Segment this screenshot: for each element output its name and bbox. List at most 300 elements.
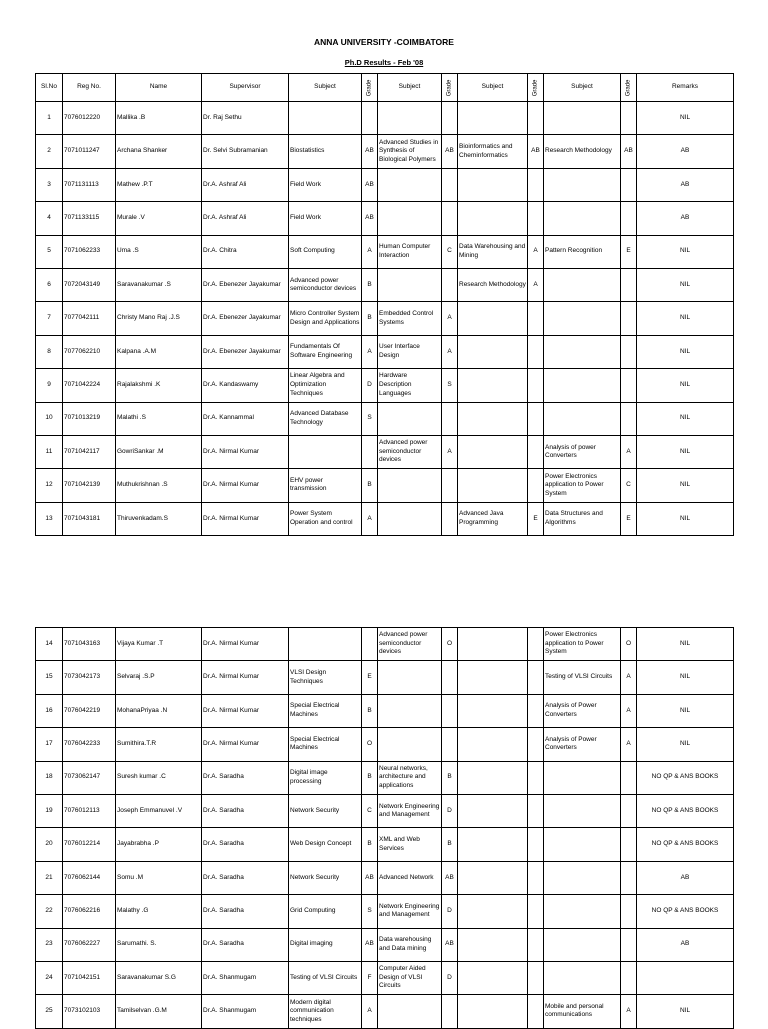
cell-sl-no: 19: [36, 794, 63, 827]
cell-reg-no: 7076062144: [63, 861, 116, 894]
cell-grade-2: D: [442, 895, 458, 928]
cell-subject-3: [458, 895, 528, 928]
cell-supervisor: Dr.A. Ashraf Ali: [202, 202, 289, 235]
cell-grade-3: [528, 761, 544, 794]
cell-grade-1: S: [362, 402, 378, 435]
cell-grade-2: B: [442, 828, 458, 861]
table-row: [36, 895, 734, 928]
cell-grade-2: O: [442, 628, 458, 661]
cell-sl-no: 1: [36, 102, 63, 135]
header-subject-4: Subject: [544, 74, 621, 102]
cell-grade-4: [621, 861, 637, 894]
cell-grade-3: [528, 895, 544, 928]
cell-subject-2: [378, 694, 442, 727]
cell-reg-no: 7071131113: [63, 168, 116, 201]
cell-remarks: NIL: [637, 502, 734, 535]
header-subject-2: Subject: [378, 74, 442, 102]
cell-subject-2: Advanced power semiconductor devices: [378, 435, 442, 468]
cell-subject-1: Micro Controller System Design and Applications: [289, 302, 362, 335]
cell-sl-no: 14: [36, 628, 63, 661]
cell-supervisor: Dr.A. Nirmal Kumar: [202, 728, 289, 761]
cell-sl-no: 25: [36, 995, 63, 1028]
cell-remarks: AB: [637, 202, 734, 235]
cell-name: MohanaPriyaa .N: [116, 694, 202, 727]
cell-subject-1: Fundamentals Of Software Engineering: [289, 335, 362, 368]
cell-remarks: NIL: [637, 369, 734, 402]
cell-subject-2: [378, 168, 442, 201]
cell-subject-1: VLSI Design Techniques: [289, 661, 362, 694]
cell-subject-1: Special Electrical Machines: [289, 728, 362, 761]
cell-subject-3: [458, 761, 528, 794]
cell-subject-1: Digital imaging: [289, 928, 362, 961]
cell-subject-3: Data Warehousing and Mining: [458, 235, 528, 268]
cell-subject-2: Network Engineering and Management: [378, 895, 442, 928]
cell-sl-no: 11: [36, 435, 63, 468]
cell-grade-3: [528, 961, 544, 994]
cell-grade-4: [621, 335, 637, 368]
cell-subject-2: [378, 202, 442, 235]
cell-grade-3: [528, 828, 544, 861]
results-table-page1: [35, 73, 734, 536]
cell-grade-4: C: [621, 469, 637, 502]
cell-subject-4: [544, 335, 621, 368]
table-header-row: [36, 74, 734, 102]
cell-subject-4: Pattern Recognition: [544, 235, 621, 268]
cell-grade-1: A: [362, 335, 378, 368]
cell-subject-4: [544, 268, 621, 301]
cell-remarks: NIL: [637, 235, 734, 268]
cell-subject-1: Network Security: [289, 861, 362, 894]
document-title: ANNA UNIVERSITY -COIMBATORE: [314, 37, 454, 47]
cell-subject-4: [544, 895, 621, 928]
cell-subject-2: [378, 268, 442, 301]
cell-grade-3: [528, 168, 544, 201]
cell-grade-1: AB: [362, 861, 378, 894]
cell-grade-2: [442, 168, 458, 201]
cell-subject-3: [458, 435, 528, 468]
cell-subject-4: [544, 302, 621, 335]
cell-grade-3: [528, 202, 544, 235]
cell-subject-4: [544, 861, 621, 894]
table-row: [36, 628, 734, 661]
cell-name: Sumithira.T.R: [116, 728, 202, 761]
cell-grade-2: AB: [442, 928, 458, 961]
cell-subject-1: Advanced Database Technology: [289, 402, 362, 435]
cell-grade-3: [528, 335, 544, 368]
cell-grade-4: A: [621, 694, 637, 727]
table-row: [36, 102, 734, 135]
cell-name: GowriSankar .M: [116, 435, 202, 468]
cell-grade-1: [362, 628, 378, 661]
cell-subject-3: Advanced Java Programming: [458, 502, 528, 535]
cell-subject-3: [458, 694, 528, 727]
cell-grade-4: [621, 168, 637, 201]
cell-subject-4: Analysis of Power Converters: [544, 728, 621, 761]
cell-subject-3: [458, 728, 528, 761]
cell-name: Jayabrabha .P: [116, 828, 202, 861]
cell-reg-no: 7071042139: [63, 469, 116, 502]
cell-sl-no: 12: [36, 469, 63, 502]
cell-subject-3: [458, 995, 528, 1028]
header-subject-3: Subject: [458, 74, 528, 102]
cell-subject-4: Data Structures and Algorithms: [544, 502, 621, 535]
cell-supervisor: Dr.A. Nirmal Kumar: [202, 469, 289, 502]
cell-grade-4: E: [621, 502, 637, 535]
cell-grade-3: [528, 995, 544, 1028]
cell-remarks: NO QP & ANS BOOKS: [637, 895, 734, 928]
cell-grade-1: B: [362, 469, 378, 502]
cell-subject-4: [544, 369, 621, 402]
cell-subject-4: [544, 761, 621, 794]
cell-subject-1: Web Design Concept: [289, 828, 362, 861]
cell-grade-3: [528, 102, 544, 135]
cell-reg-no: 7071043163: [63, 628, 116, 661]
cell-grade-3: A: [528, 235, 544, 268]
cell-remarks: NIL: [637, 435, 734, 468]
header-remarks: Remarks: [637, 74, 734, 102]
cell-name: Mathew .P.T: [116, 168, 202, 201]
cell-subject-3: [458, 335, 528, 368]
cell-remarks: AB: [637, 135, 734, 168]
cell-remarks: AB: [637, 168, 734, 201]
cell-grade-1: B: [362, 268, 378, 301]
table-row: [36, 961, 734, 994]
cell-subject-3: [458, 861, 528, 894]
cell-subject-3: [458, 828, 528, 861]
cell-subject-2: [378, 502, 442, 535]
cell-grade-1: B: [362, 828, 378, 861]
cell-grade-1: A: [362, 235, 378, 268]
cell-grade-4: AB: [621, 135, 637, 168]
cell-grade-4: O: [621, 628, 637, 661]
document-subtitle: Ph.D Results - Feb '08: [344, 58, 424, 67]
cell-grade-3: E: [528, 502, 544, 535]
cell-reg-no: 7077062210: [63, 335, 116, 368]
cell-grade-1: B: [362, 761, 378, 794]
cell-supervisor: Dr.A. Ebenezer Jayakumar: [202, 335, 289, 368]
cell-subject-1: Advanced power semiconductor devices: [289, 268, 362, 301]
cell-grade-4: [621, 302, 637, 335]
cell-reg-no: 7076012214: [63, 828, 116, 861]
cell-grade-1: AB: [362, 928, 378, 961]
cell-supervisor: Dr.A. Nirmal Kumar: [202, 435, 289, 468]
cell-reg-no: 7073062147: [63, 761, 116, 794]
cell-grade-1: AB: [362, 168, 378, 201]
cell-remarks: NIL: [637, 995, 734, 1028]
cell-supervisor: Dr. Selvi Subramanian: [202, 135, 289, 168]
cell-subject-4: [544, 202, 621, 235]
cell-subject-1: Testing of VLSI Circuits: [289, 961, 362, 994]
cell-reg-no: 7071062233: [63, 235, 116, 268]
cell-sl-no: 5: [36, 235, 63, 268]
cell-grade-2: D: [442, 961, 458, 994]
cell-remarks: NO QP & ANS BOOKS: [637, 828, 734, 861]
cell-subject-1: Special Electrical Machines: [289, 694, 362, 727]
cell-remarks: NIL: [637, 268, 734, 301]
cell-reg-no: 7077042111: [63, 302, 116, 335]
cell-subject-3: [458, 961, 528, 994]
cell-remarks: NIL: [637, 661, 734, 694]
cell-subject-2: [378, 402, 442, 435]
table-row: [36, 168, 734, 201]
cell-grade-1: A: [362, 502, 378, 535]
cell-supervisor: Dr. Raj Sethu: [202, 102, 289, 135]
cell-name: Suresh kumar .C: [116, 761, 202, 794]
cell-subject-1: EHV power transmission: [289, 469, 362, 502]
header-reg-no: Reg No.: [63, 74, 116, 102]
cell-remarks: NIL: [637, 102, 734, 135]
cell-subject-1: Power System Operation and control: [289, 502, 362, 535]
cell-grade-1: AB: [362, 202, 378, 235]
cell-grade-2: [442, 102, 458, 135]
table-row: [36, 861, 734, 894]
cell-remarks: NO QP & ANS BOOKS: [637, 794, 734, 827]
cell-grade-1: C: [362, 794, 378, 827]
cell-subject-3: [458, 369, 528, 402]
cell-remarks: NIL: [637, 302, 734, 335]
table-row: [36, 661, 734, 694]
table-row: [36, 402, 734, 435]
cell-subject-4: [544, 102, 621, 135]
cell-sl-no: 24: [36, 961, 63, 994]
cell-supervisor: Dr.A. Saradha: [202, 895, 289, 928]
cell-subject-3: [458, 469, 528, 502]
cell-reg-no: 7073102103: [63, 995, 116, 1028]
cell-subject-3: Research Methodology: [458, 268, 528, 301]
cell-subject-1: [289, 435, 362, 468]
cell-grade-1: B: [362, 302, 378, 335]
cell-supervisor: Dr.A. Kandaswamy: [202, 369, 289, 402]
cell-name: Joseph Emmanuvel .V: [116, 794, 202, 827]
cell-grade-2: AB: [442, 861, 458, 894]
cell-subject-2: Advanced power semiconductor devices: [378, 628, 442, 661]
header-grade-2: Grade: [442, 74, 458, 102]
cell-name: Murale .V: [116, 202, 202, 235]
cell-grade-2: [442, 694, 458, 727]
cell-name: Tamilselvan .G.M: [116, 995, 202, 1028]
cell-subject-2: Hardware Description Languages: [378, 369, 442, 402]
cell-subject-2: [378, 661, 442, 694]
cell-grade-3: [528, 794, 544, 827]
table-row: [36, 502, 734, 535]
cell-grade-3: [528, 402, 544, 435]
cell-supervisor: Dr.A. Kannammal: [202, 402, 289, 435]
cell-grade-2: [442, 728, 458, 761]
cell-reg-no: 7076042219: [63, 694, 116, 727]
cell-subject-2: Embedded Control Systems: [378, 302, 442, 335]
cell-grade-2: AB: [442, 135, 458, 168]
cell-grade-3: [528, 661, 544, 694]
cell-supervisor: Dr.A. Ebenezer Jayakumar: [202, 302, 289, 335]
cell-subject-2: Neural networks, architecture and applications: [378, 761, 442, 794]
cell-remarks: AB: [637, 928, 734, 961]
cell-remarks: [637, 961, 734, 994]
cell-subject-2: Network Engineering and Management: [378, 794, 442, 827]
cell-subject-2: [378, 995, 442, 1028]
cell-name: Uma .S: [116, 235, 202, 268]
cell-sl-no: 13: [36, 502, 63, 535]
cell-remarks: NIL: [637, 628, 734, 661]
cell-remarks: NIL: [637, 335, 734, 368]
cell-grade-4: [621, 268, 637, 301]
results-table-page2: [35, 627, 734, 1029]
cell-grade-3: [528, 435, 544, 468]
cell-sl-no: 22: [36, 895, 63, 928]
cell-grade-2: A: [442, 435, 458, 468]
cell-subject-2: Human Computer Interaction: [378, 235, 442, 268]
cell-grade-3: A: [528, 268, 544, 301]
cell-subject-1: Modern digital communication techniques: [289, 995, 362, 1028]
table-row: [36, 728, 734, 761]
cell-grade-3: [528, 369, 544, 402]
cell-grade-1: A: [362, 995, 378, 1028]
cell-reg-no: 7071042117: [63, 435, 116, 468]
cell-grade-1: O: [362, 728, 378, 761]
header-grade-3: Grade: [528, 74, 544, 102]
cell-name: Saravanakumar .S: [116, 268, 202, 301]
cell-sl-no: 4: [36, 202, 63, 235]
cell-grade-2: [442, 502, 458, 535]
cell-subject-4: [544, 961, 621, 994]
cell-name: Malathi .S: [116, 402, 202, 435]
cell-sl-no: 9: [36, 369, 63, 402]
cell-name: Muthukrishnan .S: [116, 469, 202, 502]
header-supervisor: Supervisor: [202, 74, 289, 102]
cell-grade-4: A: [621, 661, 637, 694]
table-row: [36, 302, 734, 335]
cell-reg-no: 7076012113: [63, 794, 116, 827]
cell-subject-1: Network Security: [289, 794, 362, 827]
table-row: [36, 928, 734, 961]
table-row: [36, 794, 734, 827]
cell-subject-2: Data warehousing and Data mining: [378, 928, 442, 961]
cell-sl-no: 16: [36, 694, 63, 727]
cell-subject-4: [544, 828, 621, 861]
cell-name: Sarumathi. S.: [116, 928, 202, 961]
cell-subject-4: Analysis of Power Converters: [544, 694, 621, 727]
cell-reg-no: 7071043181: [63, 502, 116, 535]
cell-reg-no: 7076042233: [63, 728, 116, 761]
cell-grade-4: A: [621, 995, 637, 1028]
cell-subject-1: Linear Algebra and Optimization Techniques: [289, 369, 362, 402]
cell-reg-no: 7076012220: [63, 102, 116, 135]
cell-name: Kalpana .A.M: [116, 335, 202, 368]
cell-remarks: NIL: [637, 694, 734, 727]
cell-sl-no: 3: [36, 168, 63, 201]
cell-supervisor: Dr.A. Nirmal Kumar: [202, 694, 289, 727]
cell-sl-no: 10: [36, 402, 63, 435]
cell-grade-4: [621, 761, 637, 794]
cell-subject-4: Mobile and personal communications: [544, 995, 621, 1028]
header-name: Name: [116, 74, 202, 102]
cell-sl-no: 15: [36, 661, 63, 694]
table-row: [36, 435, 734, 468]
cell-supervisor: Dr.A. Saradha: [202, 761, 289, 794]
cell-grade-3: [528, 728, 544, 761]
cell-grade-4: E: [621, 235, 637, 268]
cell-subject-4: [544, 168, 621, 201]
cell-grade-4: [621, 402, 637, 435]
cell-supervisor: Dr.A. Ashraf Ali: [202, 168, 289, 201]
table-row: [36, 828, 734, 861]
cell-supervisor: Dr.A. Ebenezer Jayakumar: [202, 268, 289, 301]
cell-name: Vijaya Kumar .T: [116, 628, 202, 661]
cell-supervisor: Dr.A. Nirmal Kumar: [202, 661, 289, 694]
cell-reg-no: 7076062216: [63, 895, 116, 928]
cell-subject-2: Advanced Network: [378, 861, 442, 894]
cell-sl-no: 7: [36, 302, 63, 335]
cell-sl-no: 6: [36, 268, 63, 301]
cell-grade-1: AB: [362, 135, 378, 168]
cell-reg-no: 7071042151: [63, 961, 116, 994]
cell-subject-1: [289, 102, 362, 135]
cell-name: Christy Mano Raj .J.S: [116, 302, 202, 335]
table-row: [36, 694, 734, 727]
cell-subject-2: Computer Aided Design of VLSI Circuits: [378, 961, 442, 994]
cell-grade-1: [362, 102, 378, 135]
header-grade-1: Grade: [362, 74, 378, 102]
cell-grade-1: E: [362, 661, 378, 694]
cell-grade-2: C: [442, 235, 458, 268]
cell-subject-1: Digital image processing: [289, 761, 362, 794]
cell-reg-no: 7071133115: [63, 202, 116, 235]
cell-grade-4: [621, 369, 637, 402]
cell-grade-4: [621, 102, 637, 135]
cell-subject-1: Biostatistics: [289, 135, 362, 168]
cell-name: Archana Shanker: [116, 135, 202, 168]
cell-grade-2: A: [442, 335, 458, 368]
cell-grade-2: B: [442, 761, 458, 794]
table-row: [36, 268, 734, 301]
cell-grade-4: [621, 828, 637, 861]
cell-name: Thiruvenkadam.S: [116, 502, 202, 535]
cell-subject-2: Advanced Studies in Synthesis of Biological Polymers: [378, 135, 442, 168]
cell-remarks: NIL: [637, 728, 734, 761]
cell-subject-4: Power Electronics application to Power System: [544, 628, 621, 661]
header-sl-no: Sl.No: [36, 74, 63, 102]
cell-subject-4: [544, 794, 621, 827]
cell-subject-2: [378, 469, 442, 502]
table-row: [36, 995, 734, 1028]
cell-remarks: AB: [637, 861, 734, 894]
cell-subject-3: [458, 402, 528, 435]
cell-grade-3: [528, 928, 544, 961]
cell-grade-2: D: [442, 794, 458, 827]
cell-grade-2: [442, 995, 458, 1028]
cell-sl-no: 23: [36, 928, 63, 961]
cell-reg-no: 7071042224: [63, 369, 116, 402]
cell-sl-no: 18: [36, 761, 63, 794]
cell-grade-2: [442, 402, 458, 435]
cell-reg-no: 7073042173: [63, 661, 116, 694]
cell-grade-4: [621, 794, 637, 827]
cell-supervisor: Dr.A. Saradha: [202, 928, 289, 961]
cell-subject-3: [458, 661, 528, 694]
table-row: [36, 202, 734, 235]
cell-subject-2: [378, 728, 442, 761]
cell-reg-no: 7071013219: [63, 402, 116, 435]
cell-name: Saravanakumar S.G: [116, 961, 202, 994]
cell-grade-4: A: [621, 728, 637, 761]
cell-grade-1: D: [362, 369, 378, 402]
cell-grade-3: [528, 302, 544, 335]
table-row: [36, 369, 734, 402]
cell-subject-2: User Interface Design: [378, 335, 442, 368]
cell-subject-3: [458, 928, 528, 961]
cell-subject-1: Grid Computing: [289, 895, 362, 928]
cell-subject-1: Soft Computing: [289, 235, 362, 268]
table-row: [36, 761, 734, 794]
